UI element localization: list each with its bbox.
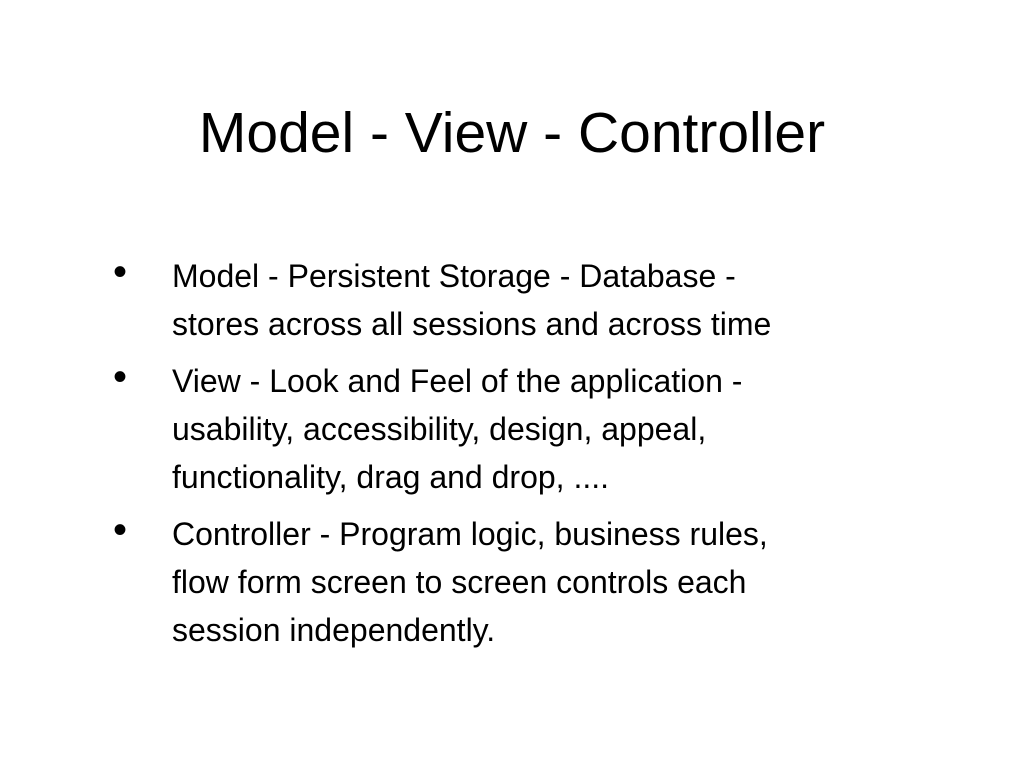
slide-title: Model - View - Controller — [198, 101, 826, 165]
bullet-item-controller — [113, 510, 933, 654]
bullet-list — [113, 252, 933, 663]
bullet-text-line: functionality, drag and drop, .... — [172, 459, 609, 495]
bullet-item-model — [113, 252, 933, 348]
bullet-text-line: View - Look and Feel of the application - — [172, 363, 743, 399]
bullet-text-line: session independently. — [172, 612, 496, 648]
bullet-icon: • — [113, 355, 128, 399]
bullet-text-line: Model - Persistent Storage - Database - — [172, 258, 736, 294]
bullet-text-line: stores across all sessions and across time — [172, 306, 772, 342]
bullet-icon: • — [113, 508, 128, 552]
bullet-icon: • — [113, 250, 128, 294]
bullet-text-line: usability, accessibility, design, appeal, — [172, 411, 707, 447]
bullet-text-line: Controller - Program logic, business rules, — [172, 516, 768, 552]
bullet-item-view — [113, 357, 933, 501]
bullet-text-line: flow form screen to screen controls each — [172, 564, 747, 600]
